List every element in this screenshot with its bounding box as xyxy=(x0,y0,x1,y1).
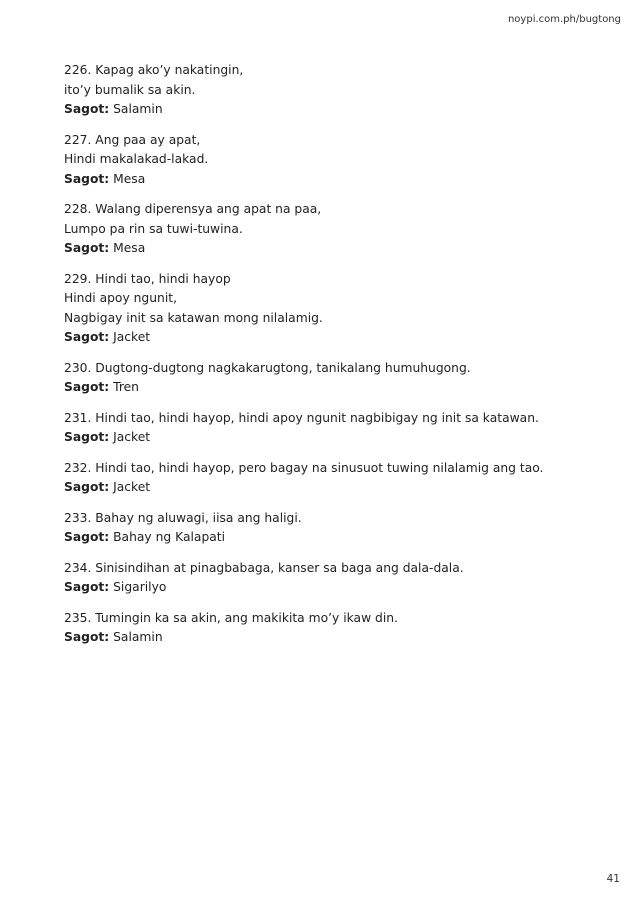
answer-row xyxy=(64,239,624,259)
riddle-234 xyxy=(64,559,624,598)
answer-label: Sagot: xyxy=(64,630,110,644)
answer-label: Sagot: xyxy=(64,580,110,594)
answer-value: Jacket xyxy=(113,430,151,444)
answer-label: Sagot: xyxy=(64,480,110,494)
source-url: noypi.com.ph/bugtong xyxy=(507,14,621,25)
riddle-line: 233. Bahay ng aluwagi, iisa ang haligi. xyxy=(64,510,302,525)
riddle-231 xyxy=(64,409,624,448)
riddle-line: Hindi apoy ngunit, xyxy=(64,291,177,305)
riddle-line: 227. Ang paa ay apat, xyxy=(64,132,201,147)
answer-value: Jacket xyxy=(113,480,151,494)
answer-label: Sagot: xyxy=(64,171,110,186)
answer-value: Mesa xyxy=(113,171,146,186)
answer-value: Salamin xyxy=(113,102,163,116)
answer-row xyxy=(64,628,624,648)
answer-row xyxy=(64,428,624,448)
answer-row xyxy=(64,478,624,498)
riddle-229 xyxy=(64,270,624,348)
answer-label: Sagot: xyxy=(64,430,110,444)
riddle-227 xyxy=(64,131,624,190)
answer-value: Jacket xyxy=(113,330,151,344)
answer-row xyxy=(64,170,624,190)
riddle-line: 230. Dugtong-dugtong nagkakarugtong, tanikalang humuhugong. xyxy=(64,360,471,375)
riddle-line: ito’y bumalik sa akin. xyxy=(64,82,196,97)
riddle-line: 235. Tumingin ka sa akin, ang makikita mo’y ikaw din. xyxy=(64,610,398,625)
riddle-list xyxy=(64,61,624,659)
riddle-line: 228. Walang diperensya ang apat na paa, xyxy=(64,202,322,216)
riddle-230 xyxy=(64,359,624,398)
riddle-235 xyxy=(64,609,624,648)
answer-value: Salamin xyxy=(113,630,163,644)
answer-value: Mesa xyxy=(113,241,146,255)
answer-row xyxy=(64,578,624,598)
answer-value: Bahay ng Kalapati xyxy=(113,530,226,544)
riddle-233 xyxy=(64,509,624,548)
riddle-232 xyxy=(64,459,624,498)
answer-row xyxy=(64,328,624,348)
answer-label: Sagot: xyxy=(64,241,110,255)
riddle-line: 231. Hindi tao, hindi hayop, hindi apoy ngunit nagbibigay ng init sa katawan. xyxy=(64,410,539,425)
answer-value: Sigarilyo xyxy=(113,580,167,594)
answer-value: Tren xyxy=(113,380,139,394)
answer-label: Sagot: xyxy=(64,330,110,344)
riddle-line: Nagbigay init sa katawan mong nilalamig. xyxy=(64,310,323,325)
answer-row xyxy=(64,378,624,398)
riddle-line: Lumpo pa rin sa tuwi-tuwina. xyxy=(64,221,243,236)
answer-label: Sagot: xyxy=(64,530,110,544)
riddle-line: 226. Kapag ako’y nakatingin, xyxy=(64,63,244,77)
answer-row xyxy=(64,528,624,548)
riddle-226 xyxy=(64,61,624,120)
answer-row xyxy=(64,100,624,120)
answer-label: Sagot: xyxy=(64,102,110,116)
riddle-line: 234. Sinisindihan at pinagbabaga, kanser sa baga ang dala-dala. xyxy=(64,560,464,575)
riddle-228 xyxy=(64,200,624,259)
riddle-line: 229. Hindi tao, hindi hayop xyxy=(64,271,231,286)
riddle-line: 232. Hindi tao, hindi hayop, pero bagay na sinusuot tuwing nilalamig ang tao. xyxy=(64,460,544,475)
riddle-line: Hindi makalakad-lakad. xyxy=(64,152,209,166)
answer-label: Sagot: xyxy=(64,380,110,394)
page-number: 41 xyxy=(606,873,620,885)
